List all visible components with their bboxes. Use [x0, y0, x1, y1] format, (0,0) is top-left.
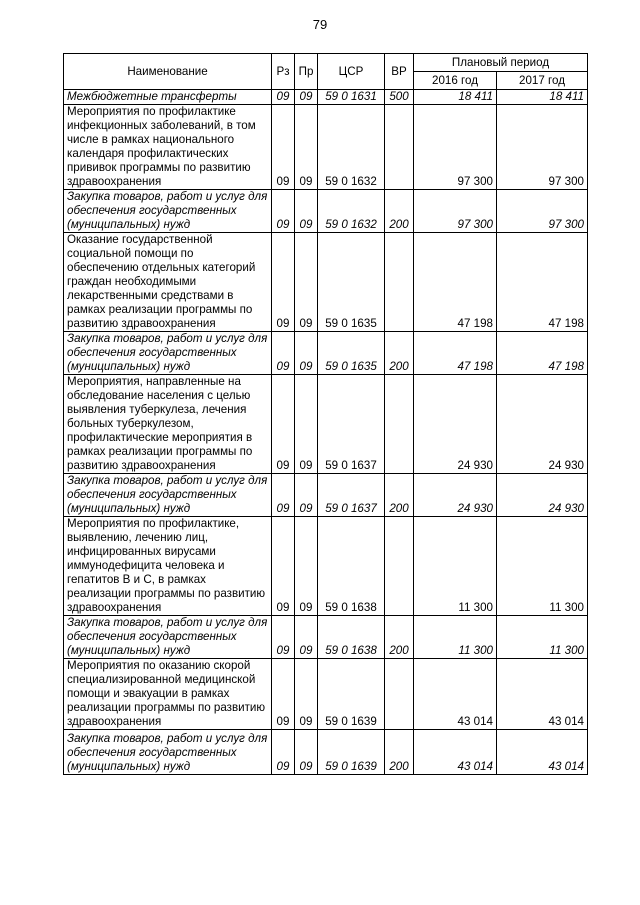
row-2016: 47 198 — [414, 233, 497, 332]
header-name: Наименование — [64, 54, 272, 90]
row-name: Закупка товаров, работ и услуг для обеспечения государственных (муниципальных) нужд — [64, 332, 272, 375]
row-rz: 09 — [272, 730, 295, 775]
header-vr: ВР — [385, 54, 414, 90]
row-pr: 09 — [295, 517, 318, 616]
header-pr: Пр — [295, 54, 318, 90]
row-pr: 09 — [295, 233, 318, 332]
row-name: Закупка товаров, работ и услуг для обеспечения государственных (муниципальных) нужд — [64, 190, 272, 233]
row-2017: 47 198 — [497, 332, 588, 375]
row-csr: 59 0 1638 — [318, 616, 385, 659]
table-header — [64, 54, 588, 90]
header-csr: ЦСР — [318, 54, 385, 90]
row-rz: 09 — [272, 616, 295, 659]
row-rz: 09 — [272, 105, 295, 190]
row-2016: 24 930 — [414, 474, 497, 517]
row-csr: 59 0 1635 — [318, 332, 385, 375]
table-row — [64, 730, 588, 775]
row-pr: 09 — [295, 190, 318, 233]
row-rz: 09 — [272, 659, 295, 730]
row-name: Закупка товаров, работ и услуг для обеспечения государственных (муниципальных) нужд — [64, 616, 272, 659]
page-number: 79 — [312, 17, 328, 32]
row-name: Межбюджетные трансферты — [64, 90, 272, 105]
row-pr: 09 — [295, 375, 318, 474]
row-2016: 24 930 — [414, 375, 497, 474]
row-name: Мероприятия по оказанию скорой специализированной медицинской помощи и эвакуации в рамках реализации программы по развитию здравоохранения — [64, 659, 272, 730]
table-row — [64, 233, 588, 332]
row-2016: 43 014 — [414, 659, 497, 730]
row-name: Оказание государственной социальной помощи по обеспечению отдельных категорий граждан необходимыми лекарственными средствами в рамках реализации программы по развитию здравоохранения — [64, 233, 272, 332]
row-2017: 24 930 — [497, 474, 588, 517]
row-2017: 47 198 — [497, 233, 588, 332]
row-pr: 09 — [295, 616, 318, 659]
row-csr: 59 0 1631 — [318, 90, 385, 105]
row-vr: 200 — [385, 190, 414, 233]
row-rz: 09 — [272, 90, 295, 105]
table-row — [64, 90, 588, 105]
row-2017: 11 300 — [497, 517, 588, 616]
row-2017: 11 300 — [497, 616, 588, 659]
row-name: Мероприятия по профилактике инфекционных заболеваний, в том числе в рамках национального календаря профилактических прививок программы по развитию здравоохранения — [64, 105, 272, 190]
row-csr: 59 0 1637 — [318, 474, 385, 517]
row-2016: 11 300 — [414, 616, 497, 659]
table-row — [64, 517, 588, 616]
header-year-2017: 2017 год — [497, 72, 588, 90]
row-rz: 09 — [272, 190, 295, 233]
table-row — [64, 332, 588, 375]
budget-table — [63, 53, 588, 775]
row-csr: 59 0 1639 — [318, 659, 385, 730]
row-pr: 09 — [295, 730, 318, 775]
row-2017: 97 300 — [497, 190, 588, 233]
row-2016: 97 300 — [414, 105, 497, 190]
row-pr: 09 — [295, 474, 318, 517]
table-row — [64, 474, 588, 517]
row-pr: 09 — [295, 659, 318, 730]
row-2017: 18 411 — [497, 90, 588, 105]
row-name: Закупка товаров, работ и услуг для обеспечения государственных (муниципальных) нужд — [64, 730, 272, 775]
row-vr: 200 — [385, 616, 414, 659]
row-csr: 59 0 1639 — [318, 730, 385, 775]
row-2016: 47 198 — [414, 332, 497, 375]
row-2017: 43 014 — [497, 659, 588, 730]
table-row — [64, 659, 588, 730]
header-planning-period: Плановый период — [414, 54, 588, 72]
row-rz: 09 — [272, 474, 295, 517]
row-vr: 200 — [385, 730, 414, 775]
row-vr: 200 — [385, 332, 414, 375]
row-name: Мероприятия по профилактике, выявлению, лечению лиц, инфицированных вирусами иммунодефицита человека и гепатитов B и C, в рамках реализации программы по развитию здравоохранения — [64, 517, 272, 616]
row-vr: 200 — [385, 474, 414, 517]
row-vr: 500 — [385, 90, 414, 105]
row-rz: 09 — [272, 517, 295, 616]
header-year-2016: 2016 год — [414, 72, 497, 90]
table-row — [64, 375, 588, 474]
table-row — [64, 190, 588, 233]
row-pr: 09 — [295, 90, 318, 105]
header-rz: Рз — [272, 54, 295, 90]
row-rz: 09 — [272, 332, 295, 375]
row-2016: 11 300 — [414, 517, 497, 616]
row-rz: 09 — [272, 233, 295, 332]
row-vr — [385, 659, 414, 730]
row-csr: 59 0 1632 — [318, 105, 385, 190]
row-vr — [385, 375, 414, 474]
row-2017: 97 300 — [497, 105, 588, 190]
row-csr: 59 0 1638 — [318, 517, 385, 616]
row-csr: 59 0 1637 — [318, 375, 385, 474]
row-vr — [385, 517, 414, 616]
row-name: Мероприятия, направленные на обследование населения с целью выявления туберкулеза, лечения больных туберкулезом, профилактические мероприятия в рамках реализации программы по развитию здравоохранения — [64, 375, 272, 474]
table-row — [64, 616, 588, 659]
row-2017: 24 930 — [497, 375, 588, 474]
row-csr: 59 0 1635 — [318, 233, 385, 332]
table-row — [64, 105, 588, 190]
row-vr — [385, 233, 414, 332]
row-vr — [385, 105, 414, 190]
row-2016: 43 014 — [414, 730, 497, 775]
row-2016: 97 300 — [414, 190, 497, 233]
row-pr: 09 — [295, 332, 318, 375]
row-2017: 43 014 — [497, 730, 588, 775]
row-csr: 59 0 1632 — [318, 190, 385, 233]
row-rz: 09 — [272, 375, 295, 474]
row-2016: 18 411 — [414, 90, 497, 105]
row-name: Закупка товаров, работ и услуг для обеспечения государственных (муниципальных) нужд — [64, 474, 272, 517]
row-pr: 09 — [295, 105, 318, 190]
